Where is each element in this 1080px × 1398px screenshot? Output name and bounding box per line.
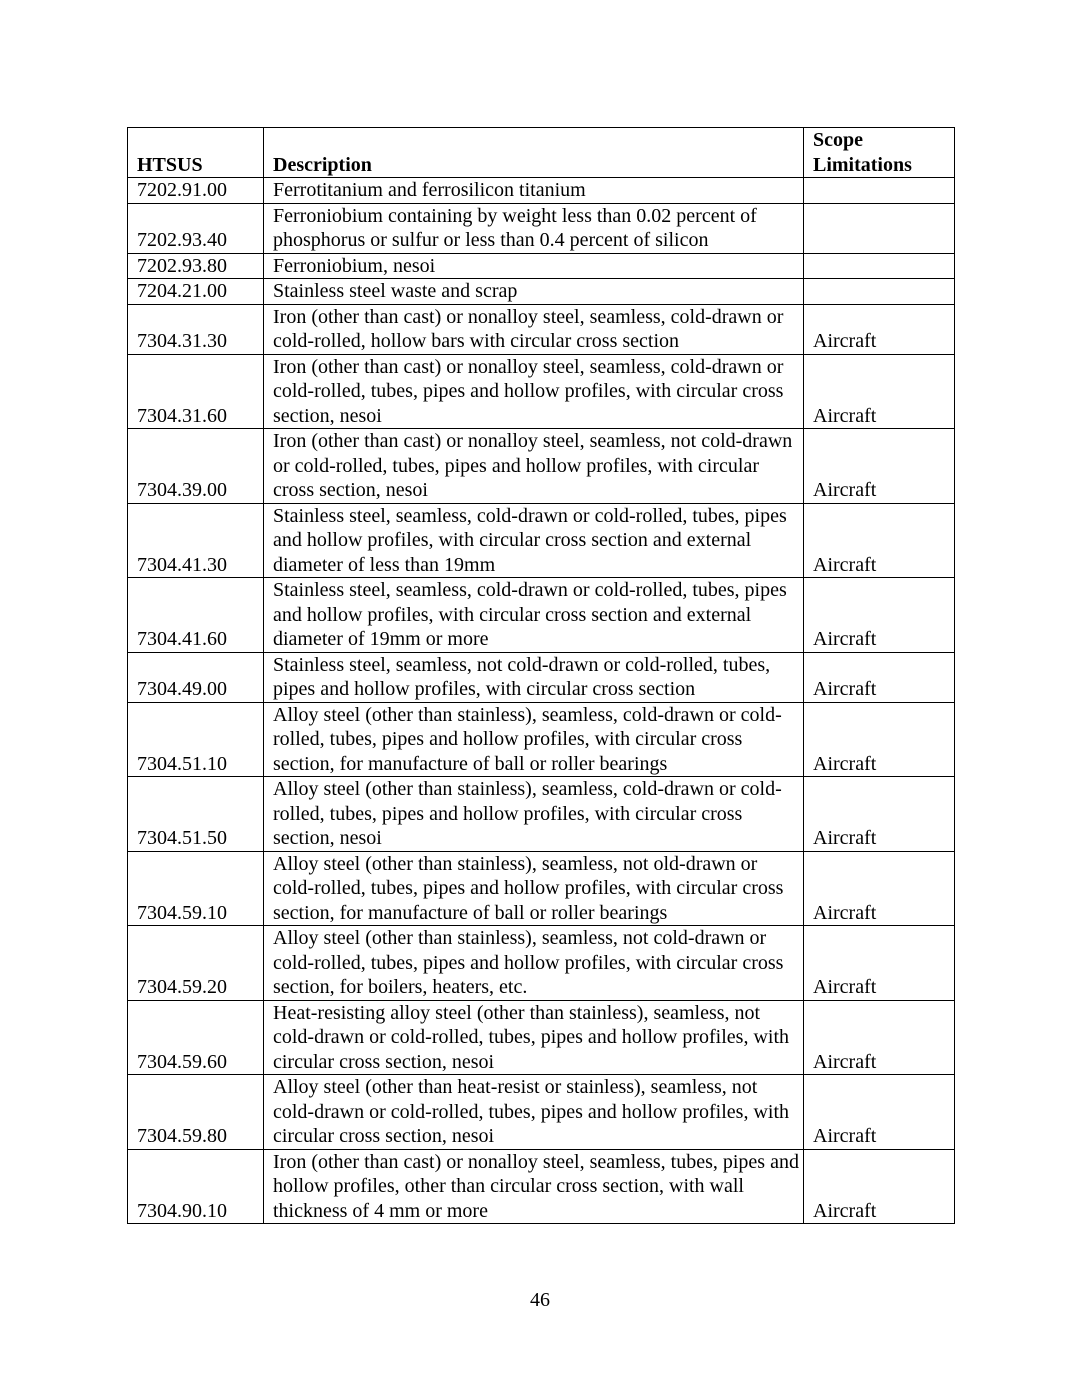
description-cell: Ferroniobium containing by weight less than 0.02 percent of phosphorus or sulfur or less than 0.4 percent of silicon <box>264 203 804 253</box>
table-row <box>128 702 955 777</box>
scope-cell: Aircraft <box>804 777 955 852</box>
scope-cell <box>804 279 955 305</box>
description-cell: Heat-resisting alloy steel (other than stainless), seamless, not cold-drawn or cold-rolled, tubes, pipes and hollow profiles, with circular cross section, nesoi <box>264 1000 804 1075</box>
description-cell: Iron (other than cast) or nonalloy steel, seamless, cold-drawn or cold-rolled, tubes, pipes and hollow profiles, with circular cross section, nesoi <box>264 354 804 429</box>
table-row <box>128 1075 955 1150</box>
htsus-code: 7202.93.40 <box>128 203 264 253</box>
table-row <box>128 178 955 204</box>
scope-cell: Aircraft <box>804 652 955 702</box>
scope-cell <box>804 203 955 253</box>
description-cell: Iron (other than cast) or nonalloy steel, seamless, tubes, pipes and hollow profiles, other than circular cross section, with wall thickness of 4 mm or more <box>264 1149 804 1224</box>
description-cell: Alloy steel (other than heat-resist or stainless), seamless, not cold-drawn or cold-rolled, tubes, pipes and hollow profiles, with circular cross section, nesoi <box>264 1075 804 1150</box>
table-row <box>128 578 955 653</box>
description-cell: Iron (other than cast) or nonalloy steel, seamless, not cold-drawn or cold-rolled, tubes, pipes and hollow profiles, with circular cross section, nesoi <box>264 429 804 504</box>
scope-cell: Aircraft <box>804 1149 955 1224</box>
scope-cell: Aircraft <box>804 851 955 926</box>
scope-cell: Aircraft <box>804 304 955 354</box>
htsus-code: 7304.51.50 <box>128 777 264 852</box>
description-cell: Stainless steel waste and scrap <box>264 279 804 305</box>
header-scope-line2: Limitations <box>813 153 912 176</box>
htsus-code: 7304.39.00 <box>128 429 264 504</box>
description-cell: Ferroniobium, nesoi <box>264 253 804 279</box>
description-cell: Alloy steel (other than stainless), seamless, not old-drawn or cold-rolled, tubes, pipes and hollow profiles, with circular cross section, for manufacture of ball or roller bearings <box>264 851 804 926</box>
scope-cell: Aircraft <box>804 429 955 504</box>
table-row <box>128 652 955 702</box>
page-number: 46 <box>530 1289 550 1311</box>
description-cell: Alloy steel (other than stainless), seamless, not cold-drawn or cold-rolled, tubes, pipes and hollow profiles, with circular cross section, for boilers, heaters, etc. <box>264 926 804 1001</box>
header-htsus: HTSUS <box>128 128 264 178</box>
htsus-code: 7304.51.10 <box>128 702 264 777</box>
htsus-code: 7304.41.30 <box>128 503 264 578</box>
table-row <box>128 253 955 279</box>
scope-cell: Aircraft <box>804 503 955 578</box>
table-row <box>128 926 955 1001</box>
description-cell: Alloy steel (other than stainless), seamless, cold-drawn or cold-rolled, tubes, pipes and hollow profiles, with circular cross section, nesoi <box>264 777 804 852</box>
scope-cell: Aircraft <box>804 578 955 653</box>
htsus-code: 7304.49.00 <box>128 652 264 702</box>
description-cell: Ferrotitanium and ferrosilicon titanium <box>264 178 804 204</box>
htsus-code: 7202.93.80 <box>128 253 264 279</box>
scope-cell <box>804 253 955 279</box>
description-cell: Stainless steel, seamless, cold-drawn or cold-rolled, tubes, pipes and hollow profiles, with circular cross section and external diameter of 19mm or more <box>264 578 804 653</box>
table-header-row <box>128 128 955 178</box>
htsus-code: 7304.59.20 <box>128 926 264 1001</box>
table-row <box>128 279 955 305</box>
table-row <box>128 851 955 926</box>
htsus-code: 7304.59.80 <box>128 1075 264 1150</box>
description-cell: Stainless steel, seamless, not cold-drawn or cold-rolled, tubes, pipes and hollow profiles, with circular cross section <box>264 652 804 702</box>
htsus-code: 7304.31.60 <box>128 354 264 429</box>
description-cell: Stainless steel, seamless, cold-drawn or cold-rolled, tubes, pipes and hollow profiles, with circular cross section and external diameter of less than 19mm <box>264 503 804 578</box>
scope-cell: Aircraft <box>804 926 955 1001</box>
table-row <box>128 503 955 578</box>
scope-cell <box>804 178 955 204</box>
header-scope-limitations <box>804 128 955 178</box>
table-row <box>128 304 955 354</box>
scope-cell: Aircraft <box>804 1000 955 1075</box>
htsus-code: 7304.41.60 <box>128 578 264 653</box>
table-row <box>128 777 955 852</box>
htsus-table <box>127 127 955 1224</box>
table-row <box>128 1000 955 1075</box>
scope-cell: Aircraft <box>804 1075 955 1150</box>
description-cell: Alloy steel (other than stainless), seamless, cold-drawn or cold-rolled, tubes, pipes and hollow profiles, with circular cross section, for manufacture of ball or roller bearings <box>264 702 804 777</box>
scope-cell: Aircraft <box>804 354 955 429</box>
header-scope-line1: Scope <box>813 129 863 151</box>
table-row <box>128 203 955 253</box>
htsus-code: 7304.31.30 <box>128 304 264 354</box>
header-description: Description <box>264 128 804 178</box>
table-row <box>128 1149 955 1224</box>
table-row <box>128 429 955 504</box>
htsus-code: 7304.90.10 <box>128 1149 264 1224</box>
description-cell: Iron (other than cast) or nonalloy steel, seamless, cold-drawn or cold-rolled, hollow bars with circular cross section <box>264 304 804 354</box>
htsus-code: 7304.59.60 <box>128 1000 264 1075</box>
scope-cell: Aircraft <box>804 702 955 777</box>
htsus-code: 7304.59.10 <box>128 851 264 926</box>
table-row <box>128 354 955 429</box>
htsus-code: 7204.21.00 <box>128 279 264 305</box>
htsus-code: 7202.91.00 <box>128 178 264 204</box>
